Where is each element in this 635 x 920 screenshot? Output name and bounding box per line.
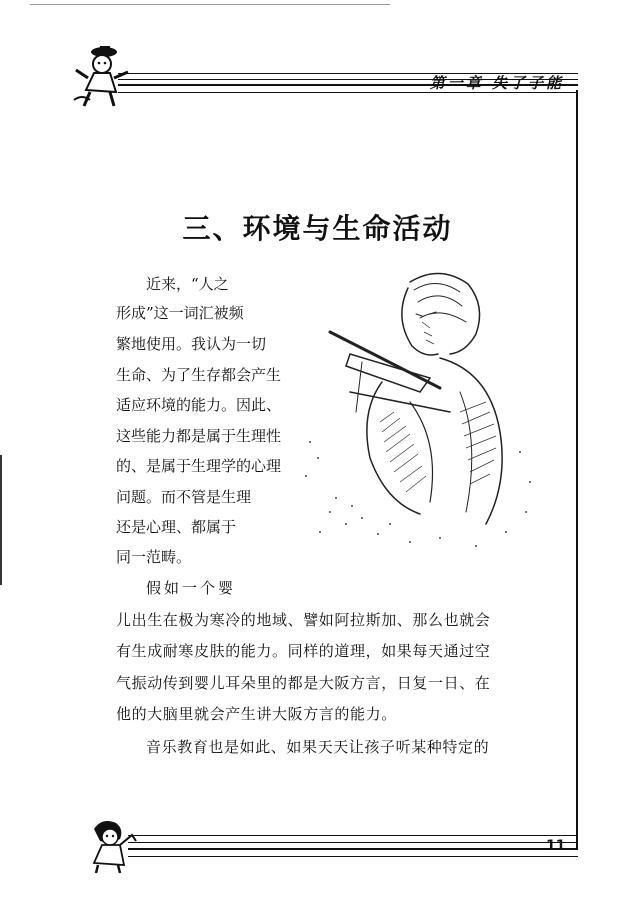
body-line-9: 还是心理、都属于 (116, 518, 237, 536)
body-line-1: 近来，“人之 (146, 275, 229, 293)
body-line-15: 他的大脑里就会产生讲大阪方言的能力。 (116, 705, 397, 723)
footer-rule-3 (128, 848, 578, 850)
child-with-hat-icon (70, 40, 140, 110)
body-line-14: 气振动传到婴儿耳朵里的都是大阪方言，日复一日、在 (116, 674, 491, 692)
section-title: 三、环境与生命活动 (182, 212, 453, 245)
body-line-7: 的、是属于生理学的心理 (116, 457, 282, 475)
body-line-8: 问题。而不管是生理 (116, 488, 252, 506)
page-number: 11 (546, 838, 566, 854)
body-line-16: 音乐教育也是如此、如果天天让孩子听某种特定的 (146, 738, 490, 756)
footer-rule-4 (128, 856, 578, 857)
child-illustration-icon (80, 815, 150, 875)
chapter-title: 第一章 失了子能 (429, 74, 564, 92)
footer-rule-2 (128, 842, 578, 843)
violinist-illustration (290, 262, 550, 562)
left-scan-bar (0, 455, 2, 585)
body-line-4: 生命、为了生存都会产生 (116, 366, 282, 384)
scan-edge-line (30, 4, 390, 5)
body-line-10: 同一范畴。 (116, 548, 192, 566)
body-line-11: 假如一个婴 (146, 579, 237, 597)
body-line-5: 适应环境的能力。因此、 (116, 396, 282, 414)
body-line-13: 有生成耐寒皮肤的能力。同样的道理，如果每天通过空 (116, 642, 491, 660)
body-line-3: 繁地使用。我认为一切 (116, 335, 267, 353)
page-footer (70, 815, 590, 875)
page-header (70, 40, 590, 110)
body-line-2: 形成”这一词汇被频 (116, 304, 244, 322)
body-line-12: 儿出生在极为寒冷的地域、譬如阿拉斯加、那么也就会 (116, 611, 491, 629)
footer-rule-1 (128, 835, 578, 836)
body-line-6: 这些能力都是属于生理性 (116, 427, 282, 445)
right-margin-line (576, 90, 578, 850)
